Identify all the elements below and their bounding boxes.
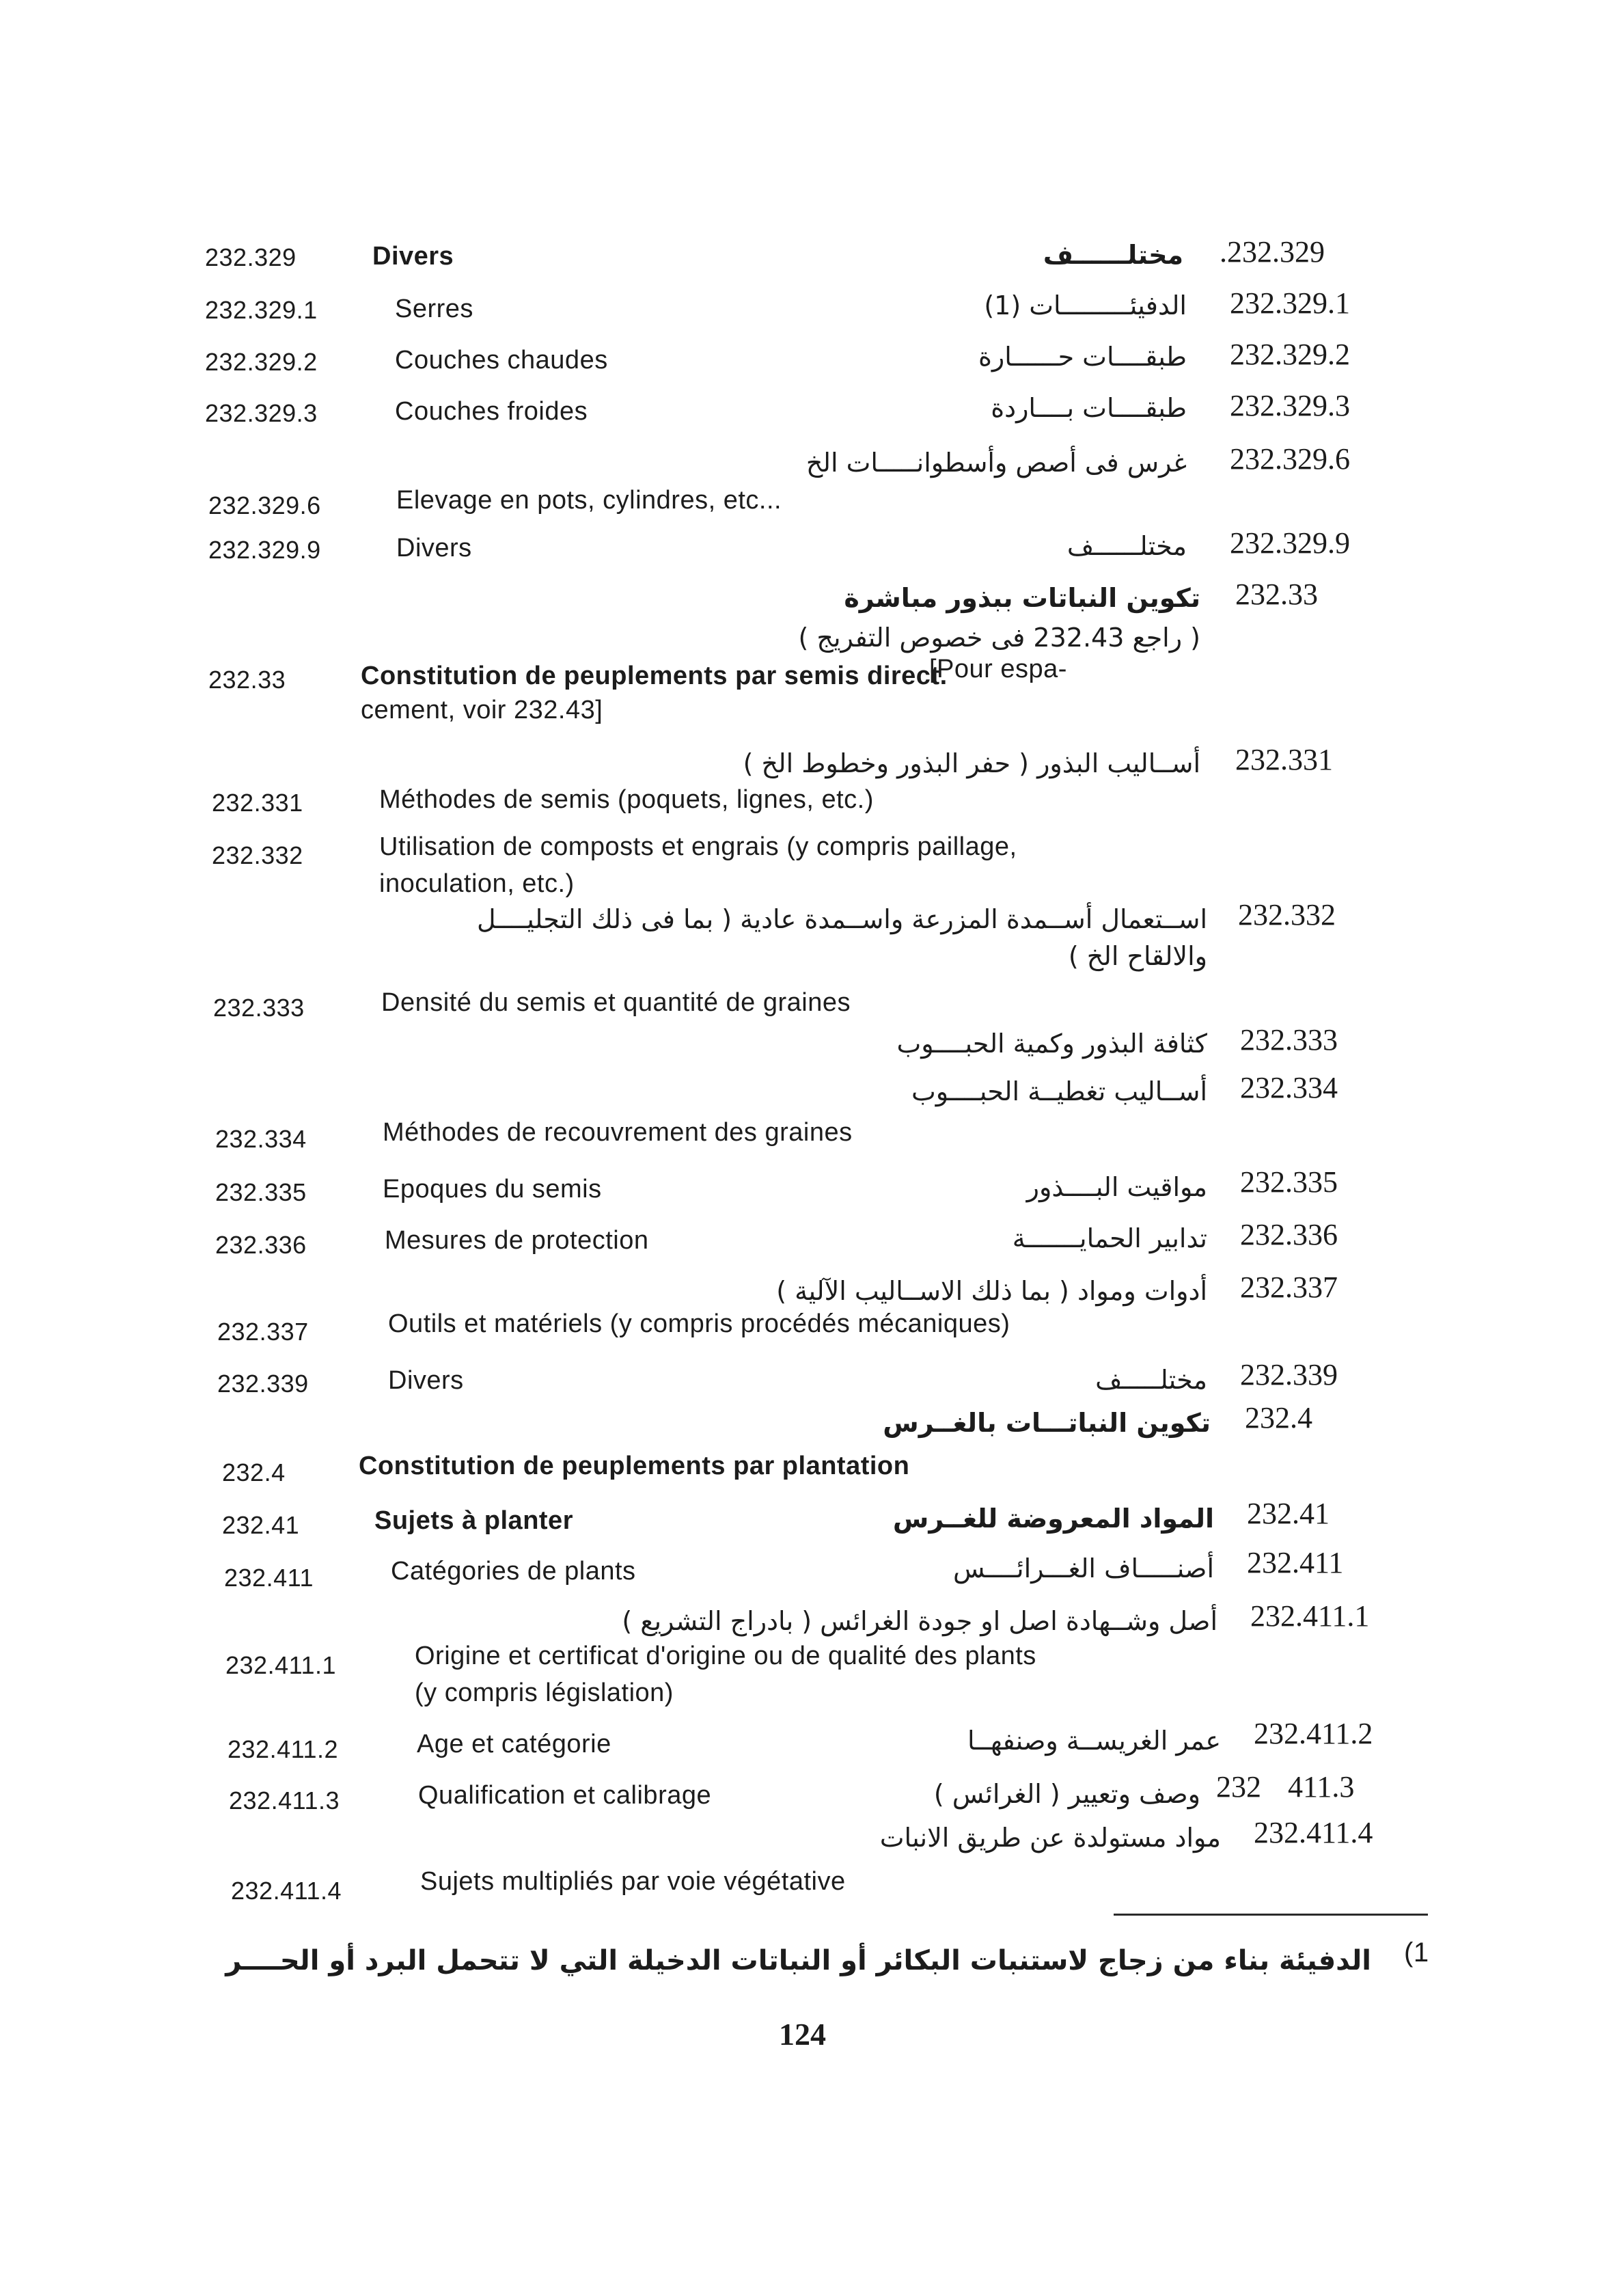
entry-label-ar: أســاليب البذور ( حفر البذور وخطوط الخ ) bbox=[743, 748, 1200, 778]
entry-label-ar: طبقــــات بــــاردة bbox=[991, 393, 1187, 423]
entry-label-fr-line2: inoculation, etc.) bbox=[379, 869, 575, 898]
entry-code-ar: 232.411.2 bbox=[1254, 1717, 1373, 1750]
entry-label-fr: Méthodes de semis (poquets, lignes, etc.) bbox=[379, 785, 874, 814]
entry-label-ar: تكوين النباتات ببذور مباشرة bbox=[844, 583, 1200, 613]
entry-label-ar: اســتعمال أســمدة المزرعة واســمدة عادية ( بما فى ذلك التجليــــل bbox=[476, 904, 1207, 934]
entry-code-fr: 232.337 bbox=[217, 1318, 309, 1346]
entry-code-fr: 232.33 bbox=[208, 666, 286, 694]
entry-note-fr-line2: cement, voir 232.43] bbox=[361, 696, 603, 724]
entry-label-ar: تكوين النباتـــات بالغــرس bbox=[883, 1408, 1211, 1438]
entry-code-fr: 232.329.6 bbox=[208, 491, 321, 519]
entry-code-ar: 232.337 bbox=[1240, 1270, 1338, 1304]
entry-code-fr: 232.411.4 bbox=[231, 1877, 342, 1905]
entry-code-ar: 232.329.1 bbox=[1230, 286, 1350, 320]
entry-label-ar: مختلــــــف bbox=[1043, 240, 1183, 270]
footnote-rule bbox=[1114, 1914, 1428, 1916]
entry-code-ar: 232.411 bbox=[1247, 1546, 1344, 1579]
entry-label-ar: وصف وتعيير ( الغرائس ) bbox=[933, 1779, 1200, 1809]
entry-label-fr: Outils et matériels (y compris procédés mécaniques) bbox=[388, 1309, 1010, 1338]
entry-label-ar: المواد المعروضة للغــرس bbox=[892, 1504, 1214, 1534]
entry-label-ar-line2: والالقاح الخ ) bbox=[1068, 941, 1207, 971]
entry-code-fr: 232.411.2 bbox=[228, 1735, 338, 1763]
entry-label-fr: Divers bbox=[396, 534, 472, 562]
entry-label-ar: الدفيئـــــــــات (1) bbox=[984, 290, 1187, 321]
footnote-text: الدفيئة بناء من زجاج لاستنبات البكائر أو النباتات الدخيلة التي لا تتحمل البرد أو الحــــر bbox=[225, 1945, 1371, 1976]
entry-label-ar: غرس فى أصص وأسطوانـــــات الخ bbox=[806, 448, 1187, 478]
entry-label-fr: Sujets multipliés par voie végétative bbox=[420, 1867, 846, 1896]
entry-code-fr: 232.411.3 bbox=[229, 1786, 340, 1814]
entry-code-fr: 232.329 bbox=[205, 243, 297, 271]
entry-label-fr: Couches chaudes bbox=[395, 346, 608, 375]
entry-code-ar: 232.329.2 bbox=[1230, 338, 1350, 371]
entry-label-ar: مواقيت البــــذور bbox=[1026, 1172, 1207, 1202]
entry-code-fr: 232.333 bbox=[213, 994, 305, 1022]
entry-code-fr: 232.331 bbox=[212, 789, 303, 817]
entry-code-ar: 232.41 bbox=[1247, 1497, 1330, 1530]
entry-code-ar: 232.331 bbox=[1235, 743, 1333, 776]
entry-code-fr: 232.339 bbox=[217, 1370, 309, 1398]
entry-label-fr: Sujets à planter bbox=[374, 1506, 573, 1535]
entry-label-fr: Méthodes de recouvrement des graines bbox=[383, 1118, 853, 1147]
entry-label-ar: مختلــــــف bbox=[1066, 531, 1187, 561]
entry-label-ar: أصنـــــاف الغـــرائــــس bbox=[953, 1553, 1214, 1583]
entry-label-fr: Divers bbox=[388, 1366, 464, 1395]
entry-label-fr: Catégories de plants bbox=[391, 1557, 636, 1586]
entry-code-fr: 232.329.2 bbox=[205, 348, 318, 376]
entry-label-fr: Qualification et calibrage bbox=[418, 1781, 712, 1810]
entry-code-fr: 232.411 bbox=[224, 1564, 314, 1592]
entry-label-ar: مواد مستولدة عن طريق الانبات bbox=[879, 1823, 1221, 1853]
entry-code-ar: 232.329.9 bbox=[1230, 526, 1350, 560]
entry-label-ar: عمر الغريســة وصنفهــا bbox=[967, 1726, 1221, 1756]
entry-label-fr: Serres bbox=[395, 295, 473, 323]
entry-label-fr: Couches froides bbox=[395, 397, 588, 426]
entry-code-ar: 232 411.3 bbox=[1216, 1770, 1355, 1804]
entry-label-ar: أدوات ومواد ( بما ذلك الاســاليب الآلية ) bbox=[776, 1276, 1207, 1306]
entry-label-fr: Origine et certificat d'origine ou de qualité des plants bbox=[415, 1642, 1036, 1670]
entry-code-ar: 232.33 bbox=[1235, 577, 1318, 611]
entry-code-ar: 232.329.6 bbox=[1230, 442, 1350, 476]
page-number: 124 bbox=[779, 2017, 826, 2052]
footnote-marker: (1 bbox=[1404, 1938, 1429, 1968]
entry-code-ar: 232.339 bbox=[1240, 1358, 1338, 1391]
entry-code-ar: 232.335 bbox=[1240, 1165, 1338, 1199]
entry-code-fr: 232.332 bbox=[212, 841, 303, 869]
entry-label-fr: Age et catégorie bbox=[417, 1730, 611, 1758]
entry-code-ar: 232.332 bbox=[1238, 898, 1336, 932]
entry-code-ar: 232.4 bbox=[1245, 1401, 1312, 1435]
entry-code-ar: 232.329.3 bbox=[1230, 389, 1350, 422]
entry-code-fr: 232.334 bbox=[215, 1125, 307, 1153]
entry-label-fr: Mesures de protection bbox=[385, 1226, 649, 1255]
entry-code-fr: 232.336 bbox=[215, 1231, 307, 1259]
entry-label-ar: تدابير الحمايـــــــة bbox=[1012, 1223, 1207, 1253]
entry-code-fr: 232.329.9 bbox=[208, 536, 321, 564]
entry-code-fr: 232.329.1 bbox=[205, 296, 318, 324]
entry-label-fr: Constitution de peuplements par semis direct. bbox=[361, 662, 948, 690]
entry-code-ar: 232.336 bbox=[1240, 1218, 1338, 1251]
entry-label-fr-line2: (y compris législation) bbox=[415, 1678, 674, 1707]
entry-code-ar: .232.329 bbox=[1220, 235, 1325, 269]
entry-code-ar: 232.333 bbox=[1240, 1023, 1338, 1057]
entry-code-ar: 232.334 bbox=[1240, 1071, 1338, 1104]
entry-code-ar: 232.411.4 bbox=[1254, 1816, 1373, 1849]
entry-note-fr: [Pour espa- bbox=[929, 655, 1067, 683]
entry-code-fr: 232.41 bbox=[222, 1511, 300, 1539]
entry-label-ar: مختلـــــف bbox=[1095, 1365, 1207, 1395]
entry-label-fr: Divers bbox=[372, 242, 454, 271]
entry-code-fr: 232.4 bbox=[222, 1458, 286, 1486]
entry-label-ar: طبقــــات حــــــارة bbox=[978, 342, 1187, 372]
entry-label-ar: أســاليب تغطيــة الحبــــوب bbox=[911, 1076, 1207, 1106]
entry-code-fr: 232.335 bbox=[215, 1178, 307, 1206]
entry-label-fr: Elevage en pots, cylindres, etc... bbox=[396, 486, 782, 515]
entry-label-fr: Densité du semis et quantité de graines bbox=[381, 988, 851, 1017]
entry-label-ar: كثافة البذور وكمية الحبــــوب bbox=[896, 1029, 1207, 1059]
entry-note-ar: ( راجع 232.43 فى خصوص التفريج ) bbox=[798, 623, 1200, 653]
entry-code-fr: 232.411.1 bbox=[225, 1651, 336, 1679]
entry-code-fr: 232.329.3 bbox=[205, 399, 318, 427]
entry-code-ar: 232.411.1 bbox=[1250, 1599, 1370, 1633]
entry-label-fr: Epoques du semis bbox=[383, 1175, 602, 1204]
entry-label-fr: Utilisation de composts et engrais (y compris paillage, bbox=[379, 832, 1017, 861]
entry-label-ar: أصل وشــهادة اصل او جودة الغرائس ( بادراج التشريع ) bbox=[622, 1606, 1217, 1636]
entry-label-fr: Constitution de peuplements par plantation bbox=[359, 1452, 910, 1480]
